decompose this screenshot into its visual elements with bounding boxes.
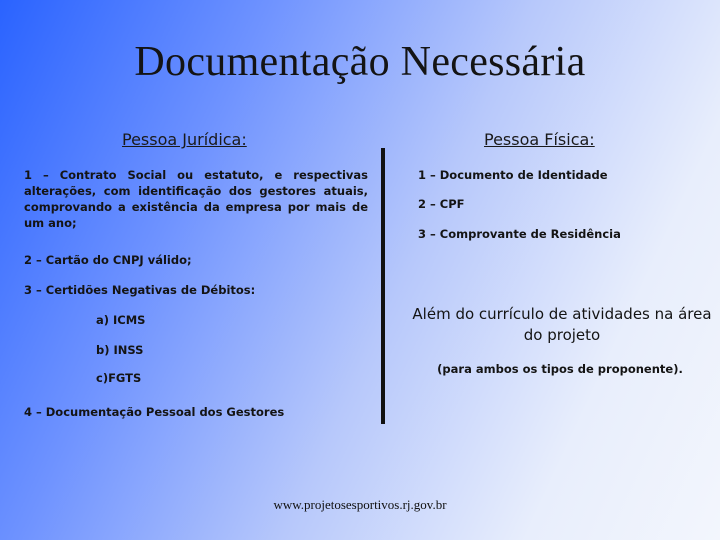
footer-url: www.projetosesportivos.rj.gov.br: [273, 497, 447, 512]
juridica-item-3: 3 – Certidões Negativas de Débitos:: [24, 283, 256, 297]
curriculum-note: Além do currículo de atividades na área do projeto: [412, 305, 712, 344]
pessoa-juridica-heading: Pessoa Jurídica:: [122, 130, 247, 149]
fisica-item-1: 1 – Documento de Identidade: [418, 168, 608, 182]
curriculum-subnote: (para ambos os tipos de proponente).: [437, 362, 683, 376]
column-divider: [381, 148, 385, 424]
juridica-subitem-inss: b) INSS: [96, 343, 144, 357]
juridica-item-4: 4 – Documentação Pessoal dos Gestores: [24, 405, 285, 419]
pessoa-fisica-heading: Pessoa Física:: [484, 130, 595, 149]
fisica-item-3: 3 – Comprovante de Residência: [418, 227, 621, 241]
juridica-item-2: 2 – Cartão do CNPJ válido;: [24, 253, 192, 267]
fisica-item-2: 2 – CPF: [418, 197, 465, 211]
juridica-subitem-fgts: c)FGTS: [96, 371, 142, 385]
juridica-subitem-icms: a) ICMS: [96, 313, 146, 327]
slide-title: Documentação Necessária: [134, 39, 586, 85]
juridica-item-1: 1 – Contrato Social ou estatuto, e respectivas alterações, com identificação dos gestores atuais, comprovando a existência da empresa por mais de um ano;: [24, 168, 368, 230]
